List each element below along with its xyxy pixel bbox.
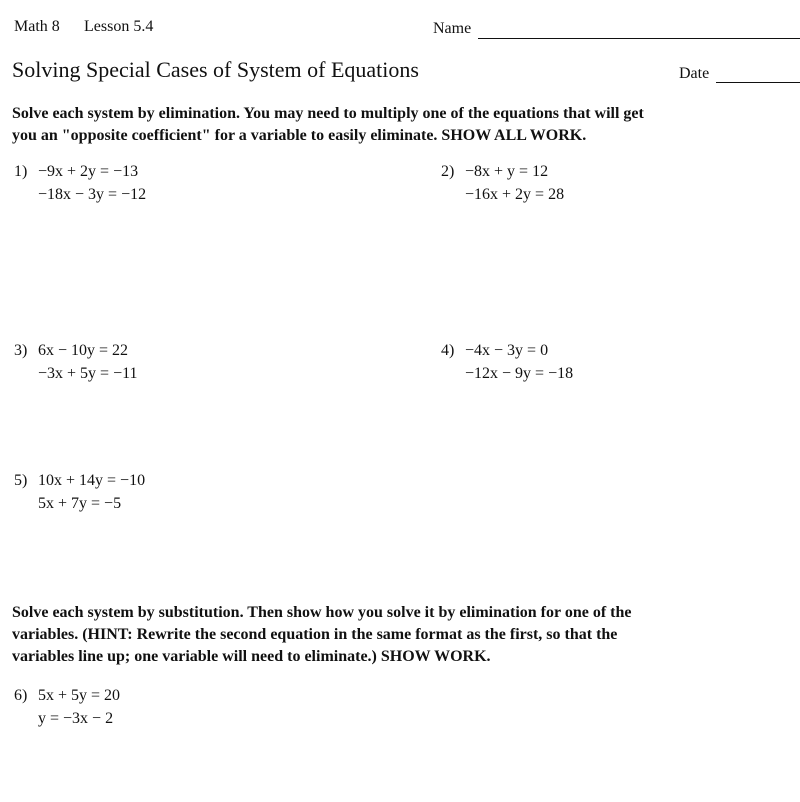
- problem-number: 5): [14, 472, 28, 489]
- problem-number: 1): [14, 163, 28, 180]
- equation: 5x + 7y = −5: [38, 495, 122, 512]
- instructions-line: variables. (HINT: Rewrite the second equation in the same format as the first, so that the: [12, 626, 618, 643]
- problem-number: 2): [441, 163, 455, 180]
- equation: −8x + y = 12: [465, 163, 549, 180]
- problem-3-system: [38, 339, 138, 385]
- instructions-line: variables line up; one variable will need to eliminate.) SHOW WORK.: [12, 648, 491, 665]
- problem-number: 6): [14, 687, 28, 704]
- problem-number: 3): [14, 342, 28, 359]
- problem-1-system: [38, 160, 146, 206]
- instructions-line: Solve each system by elimination. You may need to multiply one of the equations that will get: [12, 105, 644, 122]
- page-title: Solving Special Cases of System of Equations: [12, 57, 419, 82]
- equation: −9x + 2y = −13: [38, 163, 139, 180]
- substitution-instructions: [12, 602, 798, 668]
- date-label: Date: [679, 65, 710, 82]
- name-blank-line: [478, 38, 800, 39]
- name-label: Name: [433, 20, 472, 37]
- equation: −4x − 3y = 0: [465, 342, 549, 359]
- equation: −3x + 5y = −11: [38, 365, 138, 382]
- equation: y = −3x − 2: [38, 710, 114, 727]
- date-blank-line: [716, 82, 800, 83]
- equation: −12x − 9y = −18: [465, 365, 574, 382]
- instructions-line: you an "opposite coefficient" for a variable to easily eliminate. SHOW ALL WORK.: [12, 127, 587, 144]
- elimination-instructions: [12, 103, 798, 147]
- problem-6-system: [38, 684, 120, 730]
- problem-5-system: [38, 469, 145, 515]
- course-label: Math 8: [14, 18, 60, 35]
- equation: 6x − 10y = 22: [38, 342, 129, 359]
- instructions-line: Solve each system by substitution. Then show how you solve it by elimination for one of the: [12, 604, 632, 621]
- equation: 5x + 5y = 20: [38, 687, 121, 704]
- equation: −16x + 2y = 28: [465, 186, 565, 203]
- equation: −18x − 3y = −12: [38, 186, 147, 203]
- lesson-label: Lesson 5.4: [84, 18, 154, 35]
- problem-2-system: [465, 160, 564, 206]
- equation: 10x + 14y = −10: [38, 472, 146, 489]
- problem-number: 4): [441, 342, 455, 359]
- problem-4-system: [465, 339, 573, 385]
